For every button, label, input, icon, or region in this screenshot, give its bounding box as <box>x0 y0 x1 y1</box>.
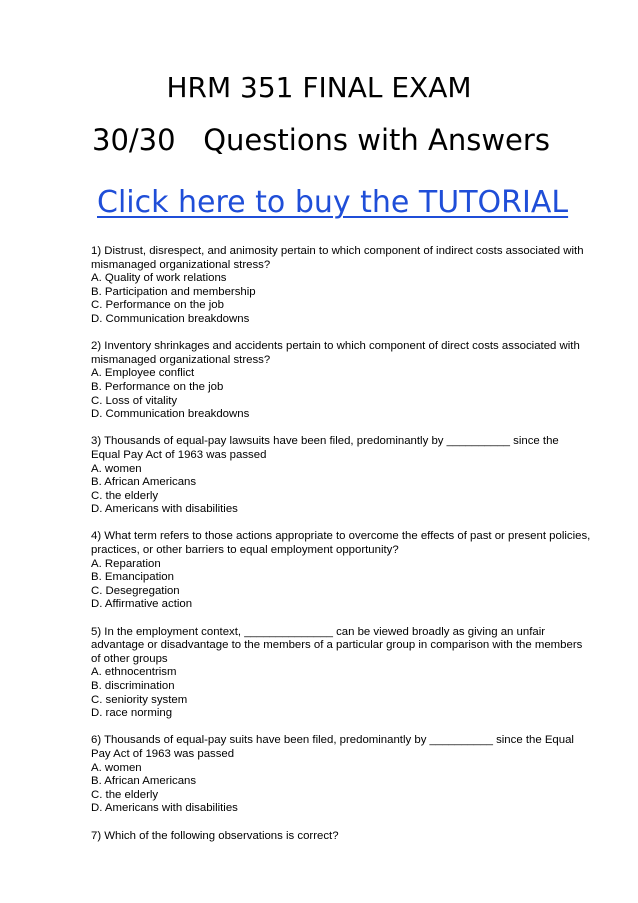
answer-option: C. Loss of vitality <box>91 394 178 407</box>
answer-option: B. African Americans <box>91 775 197 788</box>
question-item <box>91 830 591 844</box>
answer-option: D. Americans with disabilities <box>91 802 238 815</box>
question-stem: 3) Thousands of equal-pay lawsuits have been filed, predominantly by __________ since the Equal Pay Act of 1963 was passed <box>91 435 559 461</box>
answer-option: A. Quality of work relations <box>91 272 227 285</box>
answer-option: B. Participation and membership <box>91 285 256 298</box>
question-stem: 6) Thousands of equal-pay suits have been filed, predominantly by __________ since the Equal Pay Act of 1963 was passed <box>91 734 574 760</box>
question-item <box>91 245 591 327</box>
answer-option: A. ethnocentrism <box>91 666 177 679</box>
answer-option: D. Communication breakdowns <box>91 408 250 421</box>
question-stem: 1) Distrust, disrespect, and animosity pertain to which component of indirect costs associated with mismanaged organizational stress? <box>91 245 584 271</box>
question-item <box>91 530 591 612</box>
answer-option: D. Affirmative action <box>91 598 193 611</box>
answer-option: B. discrimination <box>91 680 175 692</box>
question-stem: 2) Inventory shrinkages and accidents pertain to which component of direct costs associated with mismanaged organizational stress? <box>91 340 580 366</box>
answer-option: D. race norming <box>91 707 173 720</box>
answer-option: A. women <box>91 462 142 475</box>
question-item <box>91 626 591 721</box>
question-item <box>91 734 591 816</box>
question-stem: 4) What term refers to those actions appropriate to overcome the effects of past or present policies, practices, or other barriers to equal employment opportunity? <box>91 530 591 557</box>
answer-option: D. Americans with disabilities <box>91 503 238 516</box>
answer-option: B. African Americans <box>91 476 197 489</box>
answer-option: C. the elderly <box>91 788 159 801</box>
answer-option: C. Performance on the job <box>91 299 224 312</box>
question-stem: 7) Which of the following observations is correct? <box>91 829 339 842</box>
question-item <box>91 435 591 517</box>
answer-option: B. Emancipation <box>91 571 174 584</box>
answer-option: D. Communication breakdowns <box>91 312 250 325</box>
answer-option: C. the elderly <box>91 489 159 502</box>
question-list <box>91 245 591 857</box>
buy-tutorial-link[interactable]: Click here to buy the TUTORIAL <box>97 185 569 220</box>
answer-option: A. Reparation <box>91 557 161 570</box>
answer-option: B. Performance on the job <box>91 380 224 393</box>
question-stem: 5) In the employment context, ______________ can be viewed broadly as giving an unfair advantage or disadvantage to the members of a particular group in comparison with the members of other groups <box>91 625 583 665</box>
answer-option: C. seniority system <box>91 693 188 706</box>
answer-option: A. women <box>91 761 142 774</box>
answer-option: C. Desegregation <box>91 584 180 597</box>
question-item <box>91 340 591 422</box>
answer-option: A. Employee conflict <box>91 367 195 380</box>
exam-subtitle: 30/30 Questions with Answers <box>92 123 550 157</box>
exam-title: HRM 351 FINAL EXAM <box>166 71 472 104</box>
